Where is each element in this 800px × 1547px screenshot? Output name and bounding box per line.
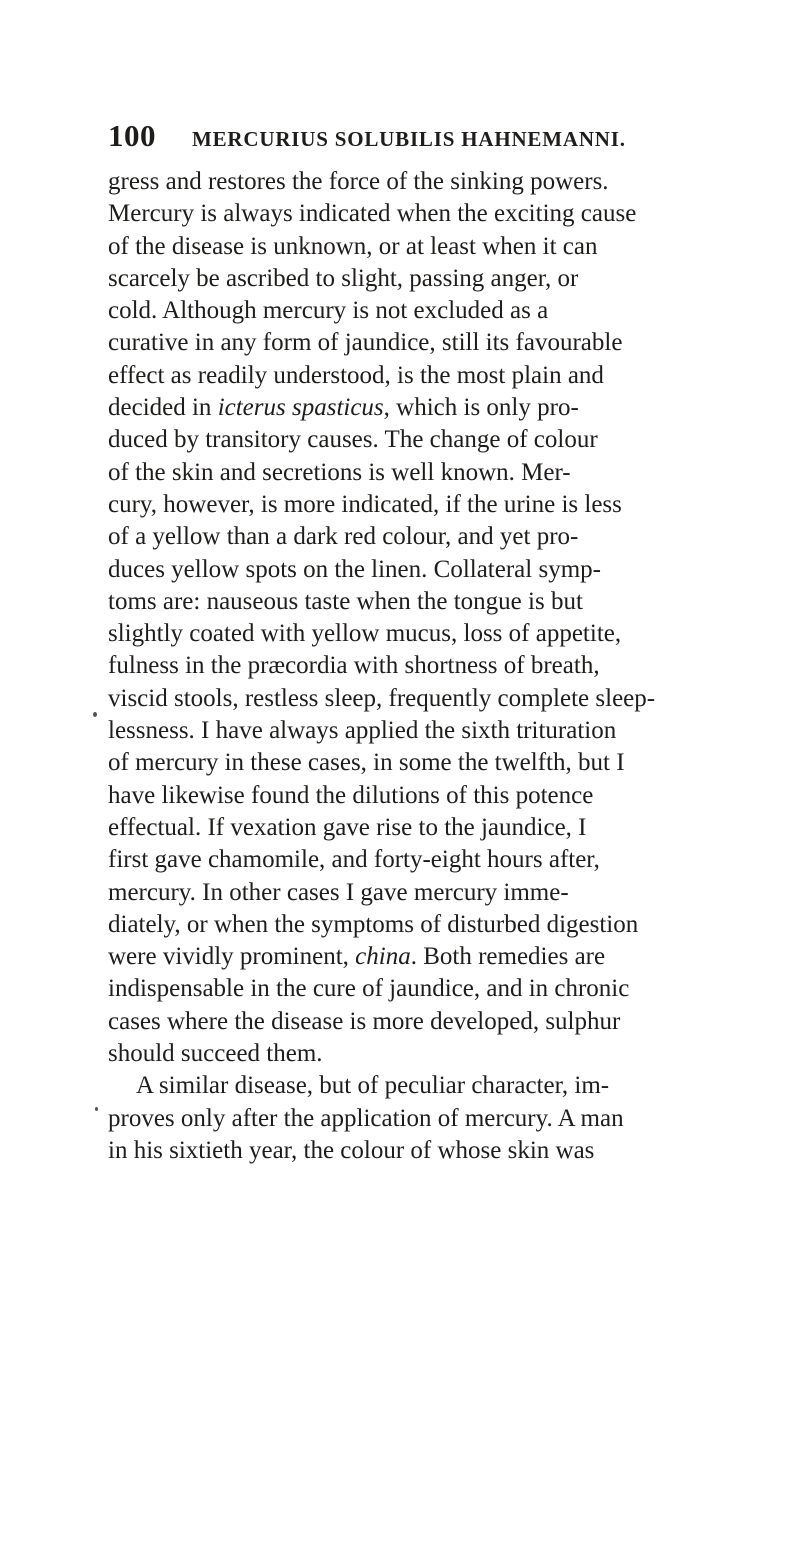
text-line	[108, 327, 800, 359]
text-run: scarcely be ascribed to slight, passing anger, or	[108, 264, 579, 292]
text-run: decided in	[108, 394, 218, 422]
body-text	[108, 166, 800, 1167]
text-line	[108, 457, 800, 489]
text-run: of mercury in these cases, in some the twelfth, but I	[108, 749, 625, 777]
page-number: 100	[108, 118, 156, 153]
text-line	[108, 198, 800, 230]
text-line	[108, 295, 800, 327]
text-line	[108, 683, 800, 715]
text-line	[108, 231, 800, 263]
text-line	[108, 1103, 800, 1135]
text-run: of the disease is unknown, or at least when it can	[108, 232, 598, 260]
text-run: first gave chamomile, and forty-eight hours after,	[108, 846, 600, 874]
text-run: should succeed them.	[108, 1040, 323, 1068]
text-run: proves only after the application of mercury. A man	[108, 1104, 624, 1132]
text-run: slightly coated with yellow mucus, loss of appetite,	[108, 620, 622, 648]
text-line	[108, 166, 800, 198]
text-line	[108, 586, 800, 618]
text-line	[108, 877, 800, 909]
text-run: cury, however, is more indicated, if the urine is less	[108, 490, 622, 518]
text-line	[108, 909, 800, 941]
italic-term: china	[355, 943, 411, 971]
text-line	[108, 521, 800, 553]
text-line	[108, 489, 800, 521]
text-line	[108, 650, 800, 682]
text-run: diately, or when the symptoms of disturbed digestion	[108, 910, 639, 938]
text-run: of the skin and secretions is well known. Mer-	[108, 458, 571, 486]
text-line	[108, 973, 800, 1005]
text-run: fulness in the præcordia with shortness of breath,	[108, 652, 600, 680]
italic-term: icterus spasticus	[217, 394, 384, 422]
text-line	[108, 424, 800, 456]
text-run: viscid stools, restless sleep, frequently complete sleep-	[108, 684, 656, 712]
text-run: , which is only pro-	[383, 394, 579, 422]
text-line	[108, 392, 800, 424]
text-run: cold. Although mercury is not excluded as a	[108, 297, 549, 325]
text-line	[108, 780, 800, 812]
text-line	[108, 263, 800, 295]
text-run: were vividly prominent,	[108, 943, 356, 971]
text-line	[108, 1070, 800, 1102]
print-speck	[93, 712, 97, 717]
running-title: MERCURIUS SOLUBILIS HAHNEMANNI.	[192, 127, 626, 151]
text-run: curative in any form of jaundice, still its favourable	[108, 329, 623, 357]
text-run: effect as readily understood, is the most plain and	[108, 361, 604, 389]
text-line	[108, 554, 800, 586]
text-run: . Both remedies are	[410, 943, 606, 971]
text-line	[108, 747, 800, 779]
text-run: mercury. In other cases I gave mercury imme-	[108, 878, 569, 906]
text-run: lessness. I have always applied the sixth trituration	[108, 717, 617, 745]
text-run: of a yellow than a dark red colour, and yet pro-	[108, 523, 579, 551]
text-run: have likewise found the dilutions of this potence	[108, 781, 594, 809]
text-run: Mercury is always indicated when the exciting cause	[108, 200, 637, 228]
text-line	[108, 941, 800, 973]
text-run: cases where the disease is more developed, sulphur	[108, 1007, 621, 1035]
text-line	[108, 844, 800, 876]
page-header	[108, 118, 768, 158]
text-run: toms are: nauseous taste when the tongue is but	[108, 587, 583, 615]
text-line	[108, 1006, 800, 1038]
text-line	[108, 1135, 800, 1167]
text-run: duces yellow spots on the linen. Collateral symp-	[108, 555, 601, 583]
text-run: indispensable in the cure of jaundice, and in chronic	[108, 975, 630, 1003]
print-speck	[95, 1107, 98, 1111]
text-run: gress and restores the force of the sinking powers.	[108, 168, 609, 195]
text-run: effectual. If vexation gave rise to the jaundice, I	[108, 813, 587, 841]
text-run: in his sixtieth year, the colour of whose skin was	[108, 1136, 595, 1164]
text-line	[108, 360, 800, 392]
text-run: A similar disease, but of peculiar character, im-	[136, 1072, 610, 1100]
text-run: duced by transitory causes. The change of colour	[108, 426, 598, 454]
text-line	[108, 1038, 800, 1070]
text-line	[108, 618, 800, 650]
text-line	[108, 715, 800, 747]
text-line	[108, 812, 800, 844]
